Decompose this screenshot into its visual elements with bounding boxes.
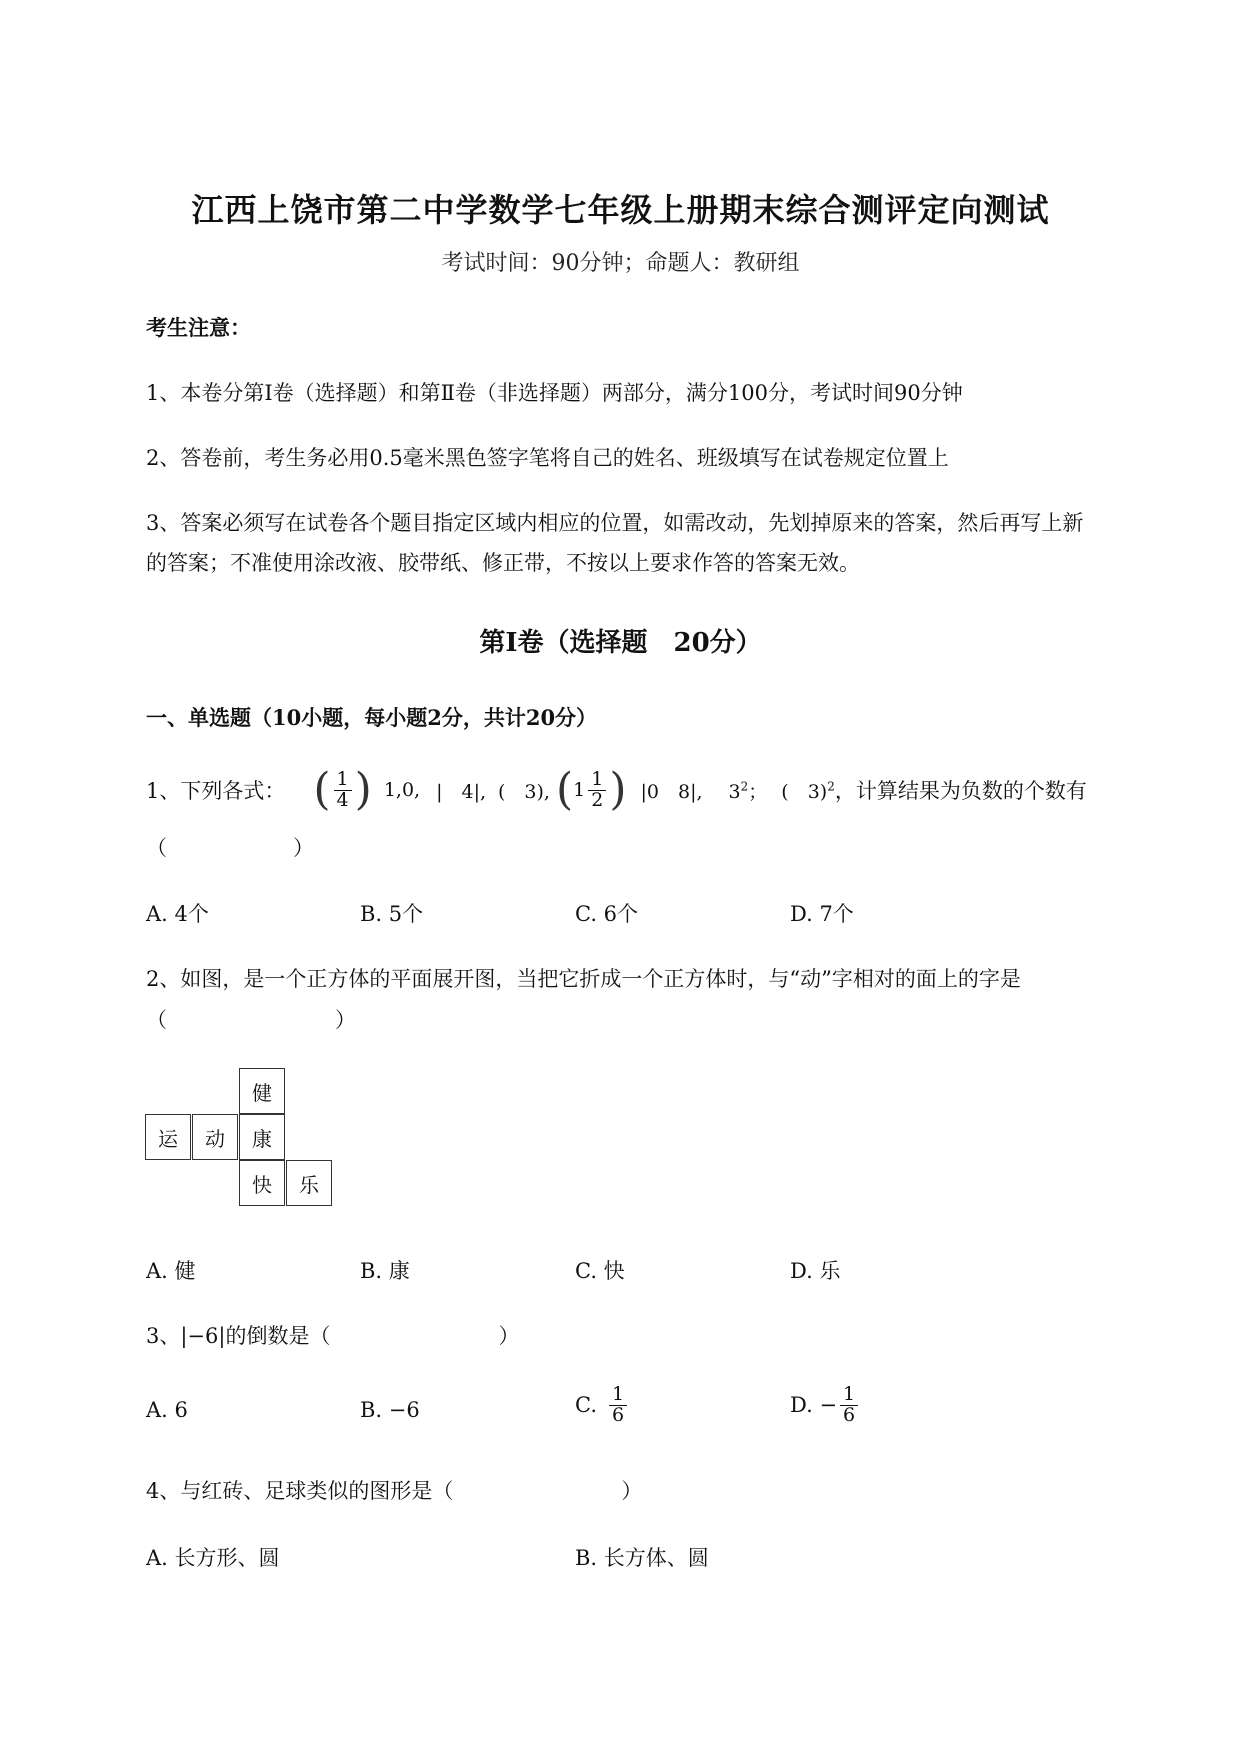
q1-option-d: D. 7个 [790, 902, 854, 926]
q2-option-c: C. 快 [575, 1259, 625, 1283]
q1-fraction-1: $\frac{1}{4}$ [334, 770, 352, 811]
q1-option-c: C. 6个 [575, 902, 639, 926]
cube-net-figure [145, 1068, 335, 1210]
net-cell-jian: 健 [239, 1068, 285, 1114]
question-2: 2、如图，是一个正方体的平面展开图，当把它折成一个正方体时，与“动”字相对的面上的字是 [146, 967, 1021, 991]
q3-option-d: D. − $\frac{1}{6}$ [790, 1385, 861, 1426]
q1-mixed-whole: 1 [573, 779, 586, 801]
q1-prefix: 1、下列各式： [146, 779, 286, 803]
q1-expr-5: $3^2$； [728, 779, 768, 803]
q1-expr-2: | 4|, [436, 780, 487, 803]
exam-info: 考试时间：90分钟；命题人：教研组 [441, 251, 800, 276]
part-heading: 一、单选题（10小题，每小题2分，共计20分） [146, 705, 598, 730]
question-4: 4、与红砖、足球类似的图形是（ ） [146, 1479, 643, 1503]
net-cell-le: 乐 [286, 1160, 332, 1206]
q1-option-b: B. 5个 [360, 902, 424, 926]
notice-item-3-cont: 的答案；不准使用涂改液、胶带纸、修正带，不按以上要求作答的答案无效。 [146, 551, 860, 575]
section-title: 第I卷（选择题 20分） [479, 628, 762, 658]
question-3: 3、|−6|的倒数是（ ） [146, 1324, 520, 1348]
notice-item-2: 2、答卷前，考生务必用0.5毫米黑色签字笔将自己的姓名、班级填写在试卷规定位置上 [146, 446, 949, 470]
q3-option-a: A. 6 [146, 1398, 188, 1422]
q1-expr-1: 1,0, [383, 779, 421, 801]
q2-option-d: D. 乐 [790, 1259, 841, 1283]
net-cell-yun: 运 [145, 1114, 191, 1160]
q4-option-a: A. 长方形、圆 [146, 1546, 280, 1570]
q1-suffix: ，计算结果为负数的个数有 [834, 779, 1087, 803]
notice-item-1: 1、本卷分第I卷（选择题）和第Ⅱ卷（非选择题）两部分，满分100分，考试时间90分钟 [146, 381, 963, 405]
q1-fraction-2: $\frac{1}{2}$ [588, 770, 606, 811]
notice-item-3: 3、答案必须写在试卷各个题目指定区域内相应的位置，如需改动，先划掉原来的答案，然后再写上新 [146, 511, 1084, 535]
q2-option-a: A. 健 [146, 1259, 196, 1283]
q1-blank: （ ） [146, 836, 314, 860]
q1-expr-6: ( 3)$^2$ [781, 779, 835, 803]
q3-option-b: B. −6 [360, 1398, 420, 1422]
q2-blank: （ ） [146, 1008, 356, 1032]
net-cell-kuai: 快 [239, 1160, 285, 1206]
q1-expr-3: ( 3), [498, 780, 550, 803]
notice-heading: 考生注意： [146, 315, 251, 340]
q1-expr-4: |0 8|, [640, 780, 703, 803]
q2-option-b: B. 康 [360, 1259, 410, 1283]
net-cell-kang: 康 [239, 1114, 285, 1160]
q1-option-a: A. 4个 [146, 902, 209, 926]
page-title: 江西上饶市第二中学数学七年级上册期末综合测评定向测试 [191, 191, 1050, 229]
q3-option-c: C. $\frac{1}{6}$ [575, 1385, 630, 1426]
net-cell-dong: 动 [192, 1114, 238, 1160]
q4-option-b: B. 长方体、圆 [575, 1546, 709, 1570]
question-1: 1、下列各式： ( $\frac{1}{4}$ ) 1,0, | 4|, ( 3), ( 1 $\frac{1}{2}$ ) |0 8|, $3^2$； ( 3)$^2$ ，计算结果为负数的个数有 [146, 764, 1087, 815]
